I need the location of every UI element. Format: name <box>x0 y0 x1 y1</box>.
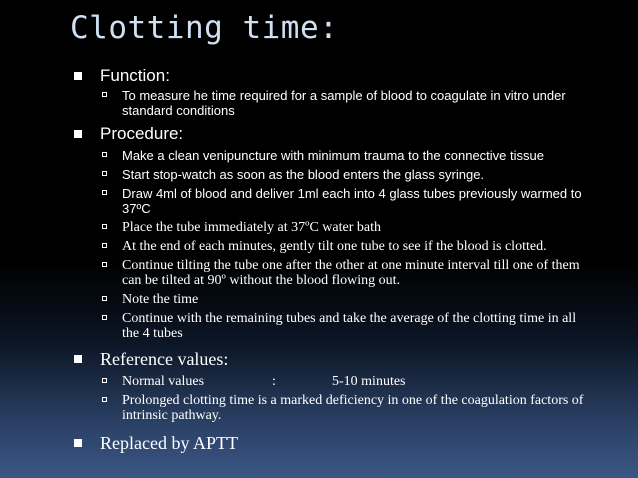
sub-bullet <box>0 220 638 235</box>
prolonged-text: Prolonged clotting time is a marked deficiency in one of the coagulation factors of intrinsic pathway. <box>122 393 584 423</box>
hollow-square-bullet-icon <box>102 92 107 97</box>
bullet-procedure <box>0 124 638 144</box>
hollow-square-bullet-icon <box>102 171 107 176</box>
function-heading: Function: <box>100 66 170 85</box>
procedure-step: Make a clean venipuncture with minimum trauma to the connective tissue <box>122 148 544 163</box>
sub-bullet <box>0 258 638 288</box>
replaced-text: Replaced by APTT <box>100 433 238 453</box>
procedure-step: Continue with the remaining tubes and take the average of the clotting time in all the 4 tubes <box>122 311 577 341</box>
bullet-function <box>0 66 638 86</box>
normal-values-colon: : <box>272 374 276 389</box>
procedure-step: Draw 4ml of blood and deliver 1ml each into 4 glass tubes previously warmed to 37ºC <box>122 186 582 216</box>
hollow-square-bullet-icon <box>102 315 107 320</box>
hollow-square-bullet-icon <box>102 296 107 301</box>
procedure-heading: Procedure: <box>100 124 184 143</box>
normal-values-value: 5-10 minutes <box>332 374 406 389</box>
procedure-step: At the end of each minutes, gently tilt one tube to see if the blood is clotted. <box>122 239 547 254</box>
square-bullet-icon <box>74 355 82 363</box>
slide-title: Clotting time: <box>70 10 339 46</box>
hollow-square-bullet-icon <box>102 152 107 157</box>
normal-values-label: Normal values <box>122 374 205 389</box>
procedure-step: Start stop-watch as soon as the blood enters the glass syringe. <box>122 167 485 182</box>
square-bullet-icon <box>74 439 82 447</box>
function-text: To measure he time required for a sample of blood to coagulate in vitro under standard conditions <box>122 88 566 118</box>
sub-bullet <box>0 292 638 307</box>
slide-content <box>0 62 638 453</box>
sub-bullet <box>0 393 638 423</box>
square-bullet-icon <box>74 72 82 80</box>
sub-bullet <box>0 374 638 389</box>
bullet-replaced <box>0 433 638 453</box>
bullet-reference <box>0 349 638 369</box>
square-bullet-icon <box>74 130 82 138</box>
hollow-square-bullet-icon <box>102 224 107 229</box>
reference-heading: Reference values: <box>100 349 229 369</box>
hollow-square-bullet-icon <box>102 190 107 195</box>
sub-bullet <box>0 167 638 182</box>
procedure-step: Place the tube immediately at 37ºC water bath <box>122 220 381 235</box>
hollow-square-bullet-icon <box>102 262 107 267</box>
hollow-square-bullet-icon <box>102 243 107 248</box>
sub-bullet <box>0 148 638 163</box>
sub-bullet <box>0 239 638 254</box>
sub-bullet <box>0 88 638 118</box>
procedure-step: Note the time <box>122 292 199 307</box>
hollow-square-bullet-icon <box>102 397 107 402</box>
sub-bullet <box>0 186 638 216</box>
hollow-square-bullet-icon <box>102 378 107 383</box>
procedure-step: Continue tilting the tube one after the other at one minute interval till one of them can be tilted at 90º without the blood flowing out. <box>122 258 580 288</box>
sub-bullet <box>0 311 638 341</box>
